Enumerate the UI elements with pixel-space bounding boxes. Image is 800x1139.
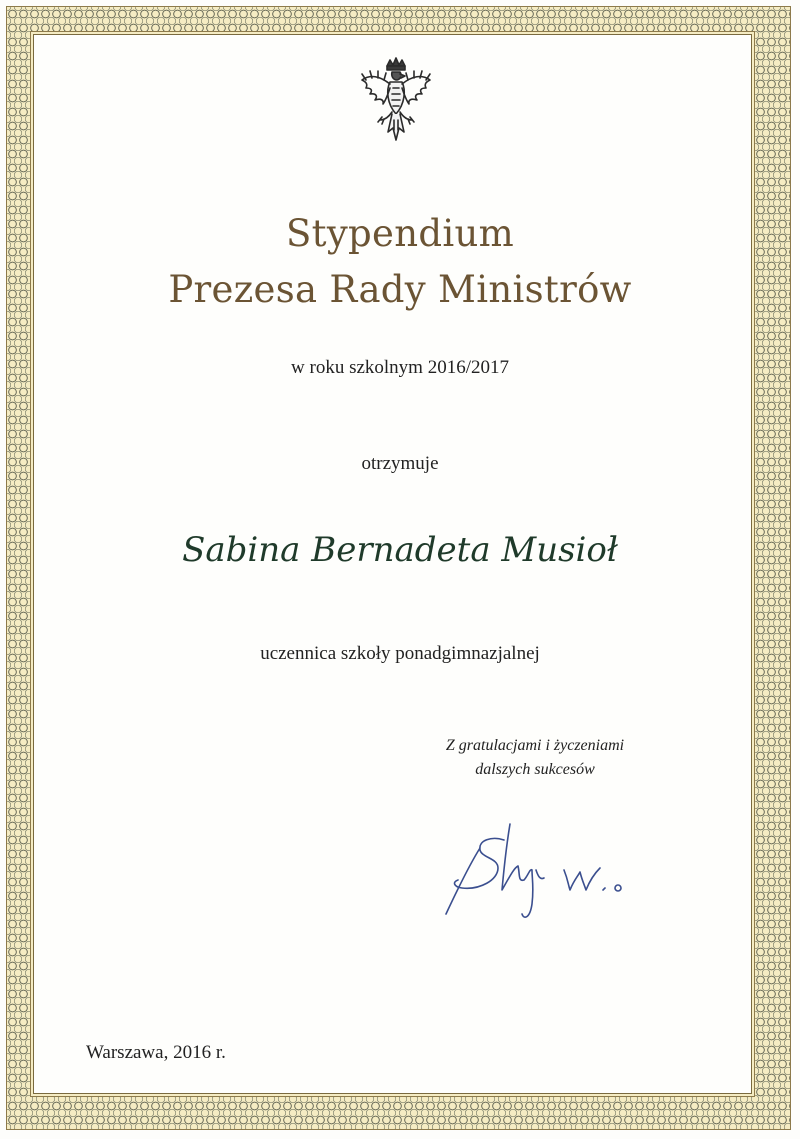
polish-eagle-emblem-icon [356,56,436,148]
handwritten-signature-icon [440,818,630,928]
school-year-text: w roku szkolnym 2016/2017 [291,357,509,378]
receives-text: otrzymuje [361,453,439,474]
recipient-name: Sabina Bernadeta Musioł [182,530,618,570]
congratulations-line-2: dalszych sukcesów [475,761,595,778]
certificate-title-line-2: Prezesa Rady Ministrów [168,268,632,311]
recipient-description: uczennica szkoły ponadgimnazjalnej [260,643,540,664]
congratulations-line-1: Z gratulacjami i życzeniami [445,737,625,754]
place-and-date: Warszawa, 2016 r. [86,1042,226,1063]
certificate-title-line-1: Stypendium [286,212,514,255]
